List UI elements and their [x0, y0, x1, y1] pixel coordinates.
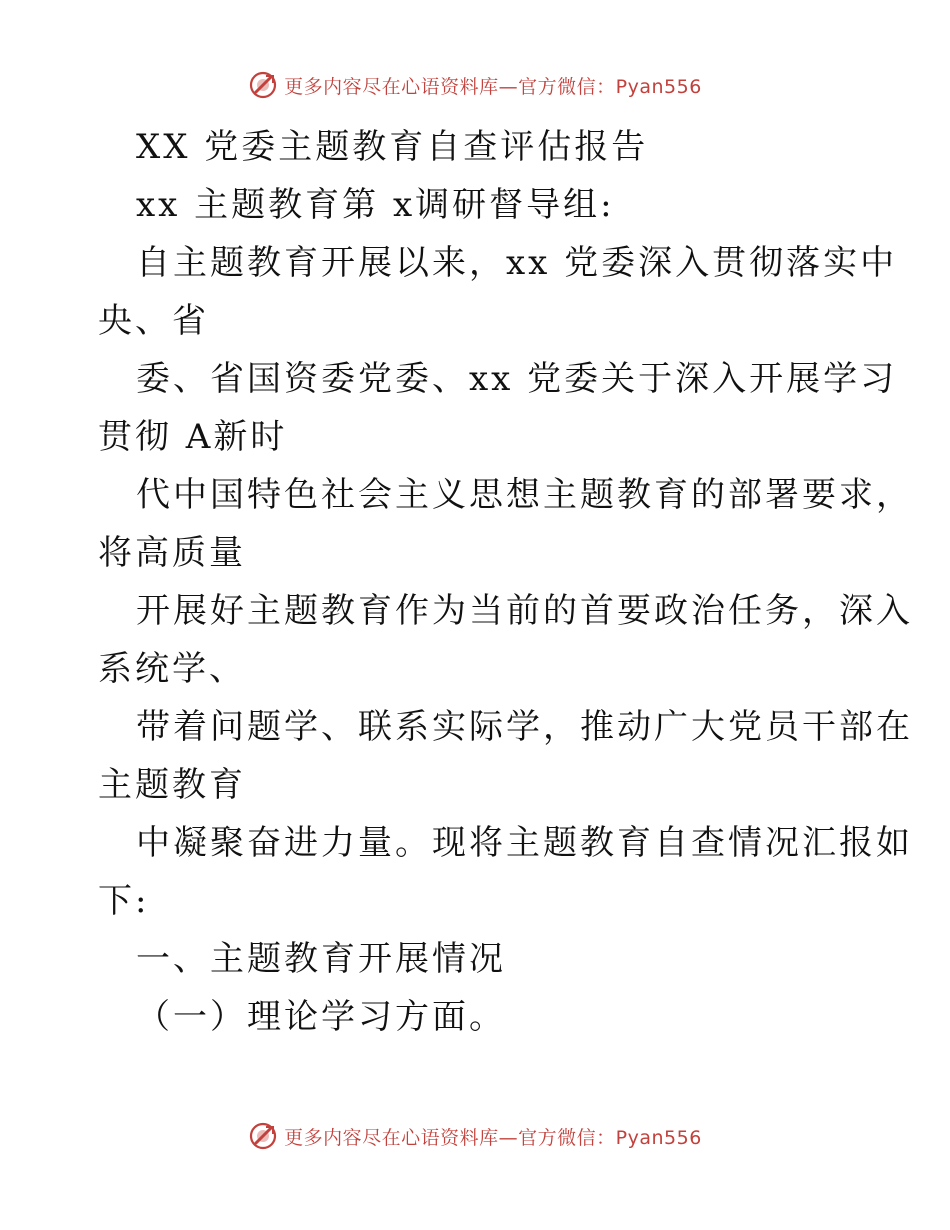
paragraph-line: 开展好主题教育作为当前的首要政治任务，深入: [136, 591, 913, 631]
footer-watermark: [0, 1121, 950, 1151]
paragraph-line: 下:: [98, 881, 150, 921]
paragraph-line: 委、省国资委党委、xx 党委关于深入开展学习: [136, 359, 898, 399]
paragraph-line: 中凝聚奋进力量。现将主题教育自查情况汇报如: [136, 823, 913, 863]
document-title: XX 党委主题教育自查评估报告: [136, 127, 649, 167]
subsection-heading: （一）理论学习方面。: [136, 997, 506, 1037]
paragraph-line: 系统学、: [98, 649, 246, 689]
paragraph-line: 带着问题学、联系实际学，推动广大党员干部在: [136, 707, 913, 747]
paragraph-line: 自主题教育开展以来，xx 党委深入贯彻落实中: [136, 243, 898, 283]
seal-logo-icon: [248, 70, 278, 100]
seal-logo-icon: [248, 1121, 278, 1151]
watermark-text: 更多内容尽在心语资料库—官方微信：Pyan556: [284, 1126, 702, 1149]
header-watermark: [0, 70, 950, 100]
paragraph-line: 主题教育: [98, 765, 246, 805]
watermark-text: 更多内容尽在心语资料库—官方微信：Pyan556: [284, 75, 702, 98]
paragraph-line: 央、省: [98, 301, 209, 341]
paragraph-line: 将高质量: [98, 533, 246, 573]
paragraph-line: 贯彻 A新时: [98, 417, 288, 457]
paragraph-line: 代中国特色社会主义思想主题教育的部署要求，: [136, 475, 913, 515]
recipient-line: xx 主题教育第 x调研督导组:: [136, 185, 615, 225]
document-body: [98, 118, 913, 1046]
section-heading: 一、主题教育开展情况: [136, 939, 506, 979]
